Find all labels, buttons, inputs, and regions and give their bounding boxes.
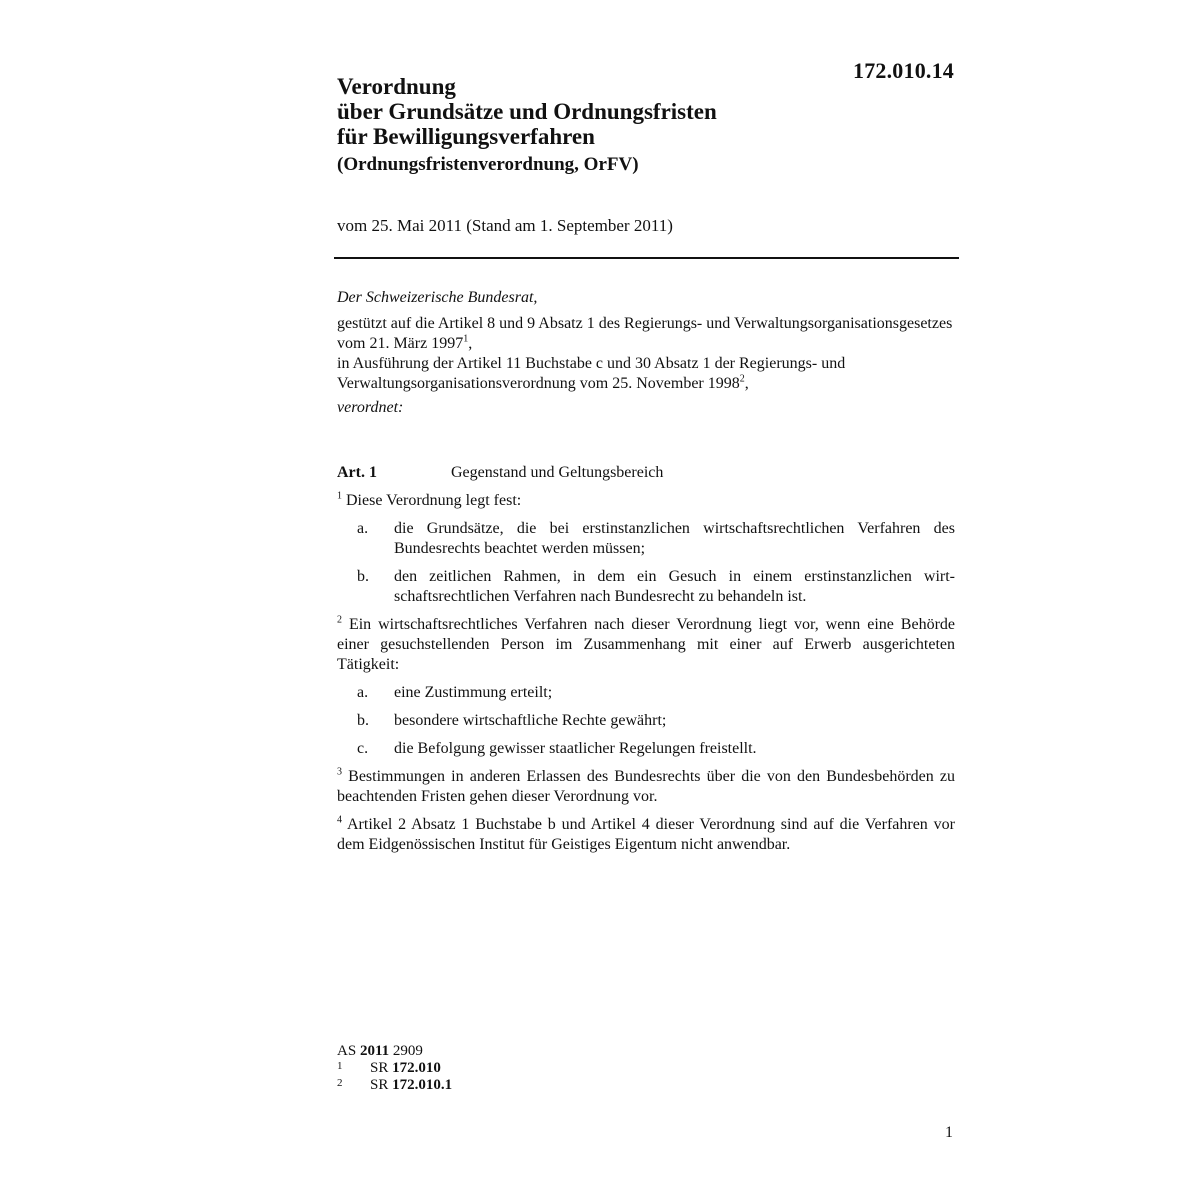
paragraph-2-list [337,683,955,759]
title-block [337,74,957,177]
as-page: 2909 [392,1043,423,1059]
footnote-item [337,1077,737,1094]
authority-1-end: , [468,335,473,352]
paragraph-text: Bestimmungen in anderen Erlassen des Bundesrechts über die von den Bundesbehörden zu beachtenden Fristen gehen dieser Verordnung vor. [337,768,956,805]
list-item-text: besondere wirtschaftliche Rechte gewährt; [394,712,667,729]
article-number: Art. 1 [337,464,377,481]
list-item-text: eine Zustimmung erteilt; [394,684,553,701]
list-item [337,739,955,759]
list-item [337,519,955,559]
footnote-ref-1: 1 [463,333,469,345]
paragraph-1-list [337,519,955,607]
paragraph-3 [337,767,955,807]
title-line-2: über Grundsätze und Ordnungsfristen [337,99,717,124]
list-item [337,567,955,607]
short-title: (Ordnungsfristenverordnung, OrFV) [337,154,639,175]
list-item-letter: a. [357,684,369,701]
list-item [337,711,955,731]
list-item-letter: b. [357,568,369,585]
footnote-mark: 1 [337,1060,343,1072]
horizontal-rule [334,257,959,259]
list-item-text: die Befolgung gewisser staatlicher Regelungen freistellt. [394,740,757,757]
paragraph-number: 1 [337,490,342,502]
footnote-ref-2: 2 [739,373,745,385]
as-year: 2011 [359,1043,390,1059]
date-line: vom 25. Mai 2011 (Stand am 1. September 2011) [337,216,673,235]
official-collection-ref [337,1043,737,1060]
issuer: Der Schweizerische Bundesrat, [337,289,538,306]
paragraph-4 [337,815,955,855]
paragraph-text: Ein wirtschaftsrechtliches Verfahren nach dieser Verordnung liegt vor, wenn eine Behörde einer gesuchstellenden Person im Zusammenhang mit einer auf Erwerb ausgerichteten Tätigkeit: [337,616,956,673]
paragraph-number: 3 [337,766,342,778]
list-item-text: den zeitlichen Rahmen, in dem ein Gesuch in einem erstinstanzlichen wirtschaftsrechtlichen Verfahren nach Bundesrecht zu behandeln ist. [394,568,955,605]
paragraph-text: Diese Verordnung legt fest: [346,492,522,509]
page-number: 1 [945,1124,953,1141]
list-item [337,683,955,703]
list-item-text: die Grundsätze, die bei erstinstanzlichen wirtschaftsrechtlichen Verfahren des Bundesrechts beachtet werden müssen; [394,520,955,557]
authority-2-end: , [744,375,749,392]
footnote-ref: 172.010.1 [392,1077,453,1093]
list-item-letter: b. [357,712,369,729]
footnote-text [370,1060,441,1077]
authority-2-text: in Ausführung der Artikel 11 Buchstabe c und 30 Absatz 1 der Regierungs- und Verwaltungsorganisationsverordnung vom 25. November 1998 [337,355,846,392]
title-line-3: für Bewilligungsverfahren [337,124,595,149]
paragraph-text: Artikel 2 Absatz 1 Buchstabe b und Artikel 4 dieser Verordnung sind auf die Verfahren vor dem Eidgenössischen Institut für Geistiges Eigentum nicht anwendbar. [337,816,955,853]
footnote-mark: 2 [337,1077,343,1089]
preamble [337,288,957,418]
footnote-ref: 172.010 [392,1060,441,1076]
authority-2 [337,354,957,394]
paragraph-number: 4 [337,814,342,826]
authority-1-text: gestützt auf die Artikel 8 und 9 Absatz 1 des Regierungs- und Verwaltungsorganisationsgesetzes vom 21. März 1997 [337,315,953,352]
paragraph-2 [337,615,955,675]
article-title: Gegenstand und Geltungsbereich [451,464,664,481]
list-item-letter: c. [357,740,369,757]
paragraph-number: 2 [337,614,342,626]
decree: verordnet: [337,399,404,416]
article-1 [337,463,955,863]
list-item-letter: a. [357,520,369,537]
footnote-item [337,1060,737,1077]
footnotes [337,1043,737,1094]
paragraph-1 [337,491,955,511]
footnote-text [370,1077,452,1094]
article-heading [337,463,955,483]
sr-number: 172.010.14 [853,58,954,83]
authority-1 [337,314,957,354]
footnote-prefix: SR [370,1060,389,1076]
as-prefix: AS [337,1043,357,1059]
title-line-1: Verordnung [337,74,456,99]
footnote-prefix: SR [370,1077,389,1093]
